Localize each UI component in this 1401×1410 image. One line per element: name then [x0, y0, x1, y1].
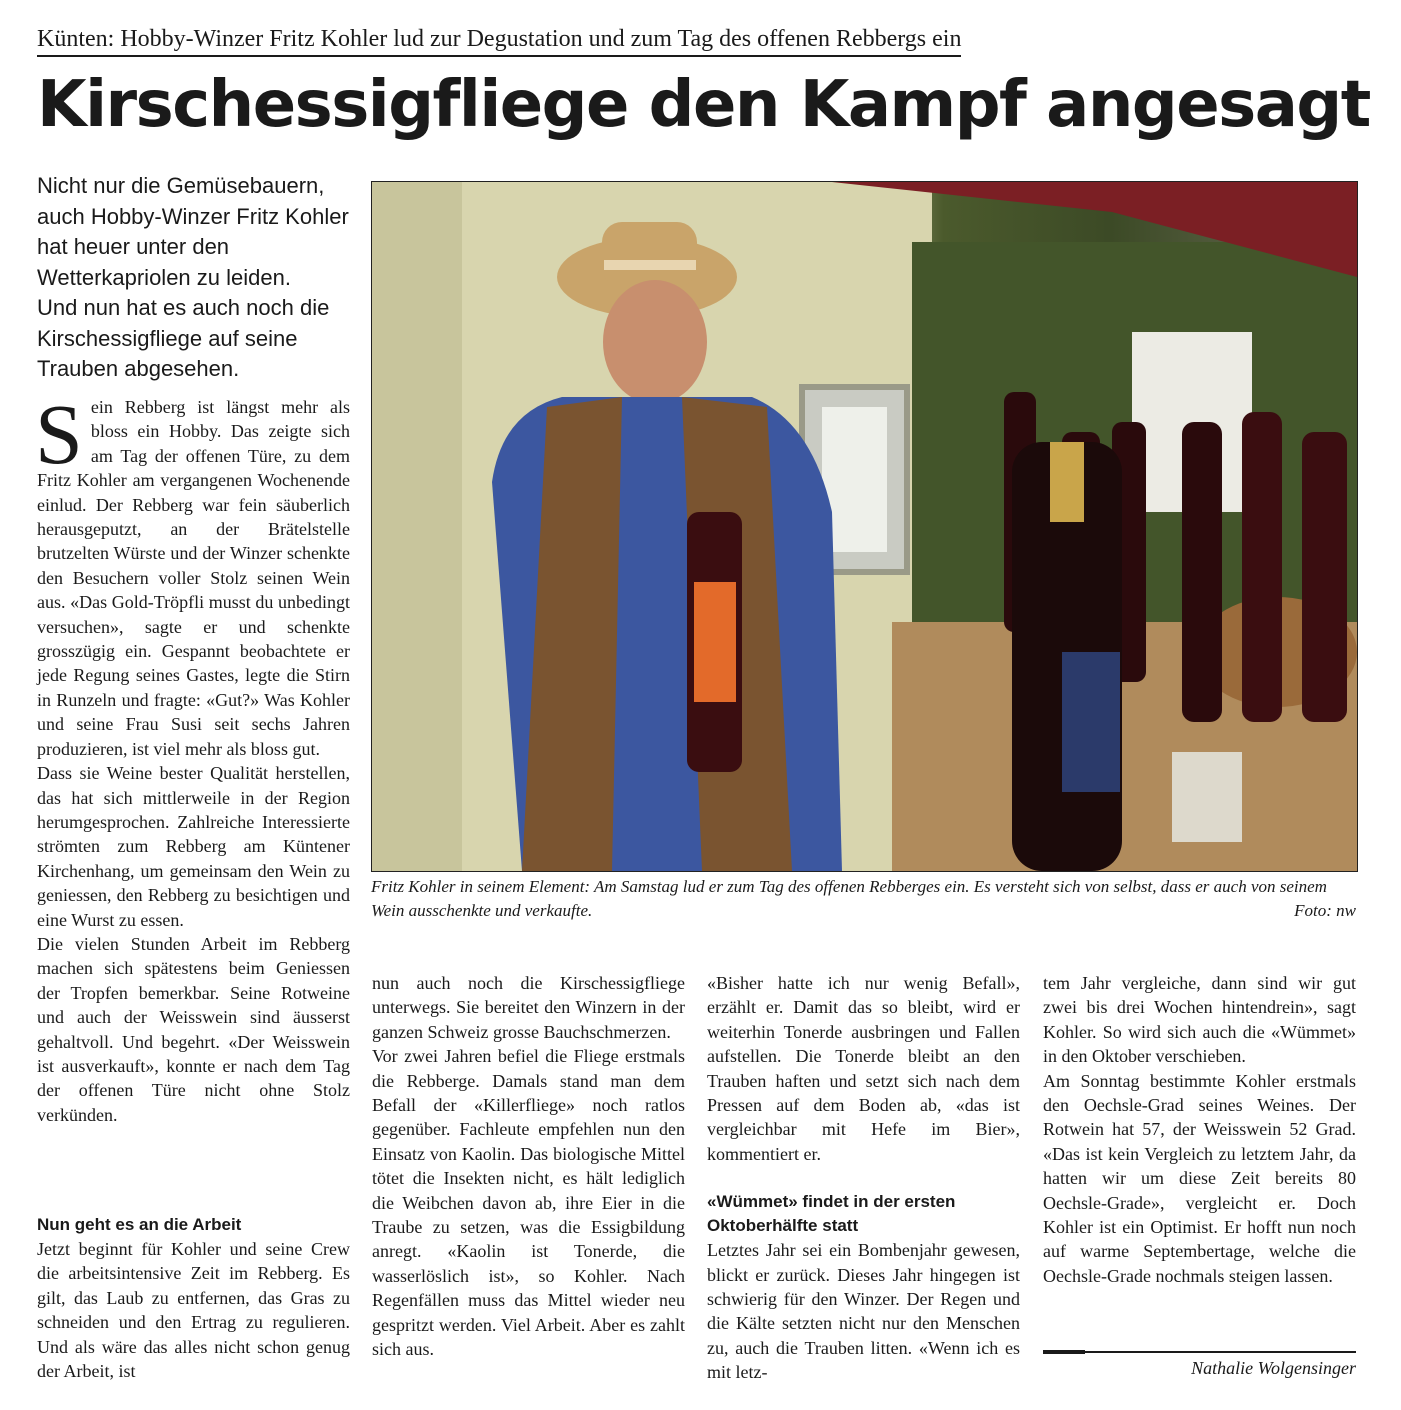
body-paragraph: «Bisher hatte ich nur wenig Befall», erzählt er. Damit das so bleibt, wird er weiterhin Tonerde ausbringen und Fallen aufstellen. Die Tonerde bleibt an den Trauben haften und setzt sich nach dem Pressen auf dem Boden ab, «das ist vergleichbar mit Hefe im Bier», kommentiert er. [707, 973, 1020, 1164]
photo-credit: Foto: nw [1294, 901, 1356, 920]
body-paragraph: tem Jahr vergleiche, dann sind wir gut zwei bis drei Wochen hintendrein», sagt Kohler. So wird sich auch die «Wümmet» in den Oktober verschieben. [1043, 973, 1356, 1067]
lead-line: hat heuer unter den [37, 234, 230, 259]
body-paragraph: Dass sie Weine bester Qualität herstellen, das hat sich mittlerweile in der Region herumgesprochen. Zahlreiche Interessierte strömten zum Rebberg am Küntener Kirchenhang, um gemeinsam den Wein zu geniessen, den Rebberg zu besichtigen und eine Wurst zu essen. [37, 763, 350, 930]
column-1-lower [37, 1213, 350, 1383]
lead-line: auch Hobby-Winzer Fritz Kohler [37, 203, 349, 229]
body-paragraph: Vor zwei Jahren befiel die Fliege erstmals die Rebberge. Damals stand man dem Befall der «Killerfliege» noch ratlos gegenüber. Fachleute empfehlen nun den Einsatz von Kaolin. Das biologische Mittel tötet die Insekten nicht, es hält lediglich die Weibchen davon ab, ihre Eier in die Traube zu setzen, was die Essigbildung anregt. «Kaolin ist Tonerde, die wasserlöslich ist», so Kohler. Nach Regenfällen muss das Mittel wieder neu gespritzt werden. Viel Arbeit. Aber es zahlt sich aus. [372, 1046, 685, 1360]
body-paragraph: Jetzt beginnt für Kohler und seine Crew die arbeitsintensive Zeit im Rebberg. Es gilt, das Laub zu entfernen, das Gras zu schneiden und den Ertrag zu regulieren. Und als wäre das alles nicht schon genug der Arbeit, ist [37, 1239, 350, 1382]
article-photo [371, 181, 1358, 872]
body-paragraph: Letztes Jahr sei ein Bombenjahr gewesen, blickt er zurück. Dieses Jahr hingegen ist schwierig für den Winzer. Der Regen und die Kälte setzten nicht nur den Menschen zu, auch die Trauben litten. «Wenn ich es mit letz- [707, 1240, 1020, 1383]
photo-illustration [372, 182, 1357, 871]
photo-caption [371, 875, 1356, 923]
kicker: Künten: Hobby-Winzer Fritz Kohler lud zur Degustation und zum Tag des offenen Rebbergs ein [37, 24, 961, 57]
subheading: Nun geht es an die Arbeit [37, 1215, 242, 1234]
lead-line: Und nun hat es auch noch die [37, 295, 330, 320]
lead-line: Nicht nur die Gemüsebauern, [37, 173, 325, 198]
body-paragraph: Am Sonntag bestimmte Kohler erstmals den Oechsle-Grad seines Weines. Der Rotwein hat 57, der Weisswein 52 Grad. «Das ist kein Vergleich zu letztem Jahr, da hatten wir um diese Zeit bereits 80 Oechsle-Grade», vergleicht er. Doch Kohler ist ein Optimist. Er hofft nun noch auf warme Septembertage, welche die Oechsle-Grade nochmals steigen lassen. [1043, 1070, 1356, 1286]
caption-text: Fritz Kohler in seinem Element: Am Samstag lud er zum Tag des offenen Rebberges ein. Es versteht sich von selbst, dass er auch von seinem Wein ausschenkte und verkaufte. [371, 877, 1327, 920]
byline-rule [1043, 1351, 1356, 1353]
headline: Kirschessigfliege den Kampf angesagt [37, 68, 1370, 142]
body-paragraph: nun auch noch die Kirschessigfliege unterwegs. Sie bereitet den Winzern in der ganzen Schweiz grosse Bauchschmerzen. [372, 973, 685, 1042]
subheading: «Wümmet» findet in der ersten Oktoberhälfte statt [707, 1192, 956, 1236]
lead-line: Kirschessigfliege auf seine [37, 325, 298, 351]
body-paragraph [35, 386, 350, 761]
drop-cap: S [35, 386, 83, 482]
lead-paragraph [37, 171, 357, 385]
lead-line: Trauben abgesehen. [37, 356, 240, 381]
body-paragraph: Die vielen Stunden Arbeit im Rebberg machen sich spätestens beim Geniessen der Tropfen bemerkbar. Seine Rotweine und auch der Weisswein sind äusserst gehaltvoll. Und begehrt. «Der Weisswein ist ausverkauft», konnte er nach dem Tag der offenen Türe nicht ohne Stolz verkünden. [37, 933, 350, 1125]
byline: Nathalie Wolgensinger [1191, 1358, 1356, 1378]
column-3 [707, 971, 1020, 1385]
column-1 [35, 386, 350, 1127]
column-2 [372, 971, 685, 1362]
lead-line: Wetterkapriolen zu leiden. [37, 264, 291, 290]
body-paragraph-text: ein Rebberg ist längst mehr als bloss ein Hobby. Das zeigte sich am Tag der offenen Türe, zu dem Fritz Kohler am vergangenen Wochenende einlud. Der Rebberg war fein säuberlich herausgeputzt, an der Brätelstelle brutzelten Würste und der Winzer schenkte den Besuchern voller Stolz seinen Wein aus. «Das Gold-Tröpfli musst du unbedingt versuchen», sagte er und schenkte grosszügig ein. Gespannt beobachtete er jede Regung seines Gastes, legte die Stirn in Runzeln und fragte: «Gut?» Was Kohler und seine Frau Susi seit sechs Jahren produzieren, ist viel mehr als bloss gut. [37, 397, 350, 759]
column-4 [1043, 971, 1356, 1288]
